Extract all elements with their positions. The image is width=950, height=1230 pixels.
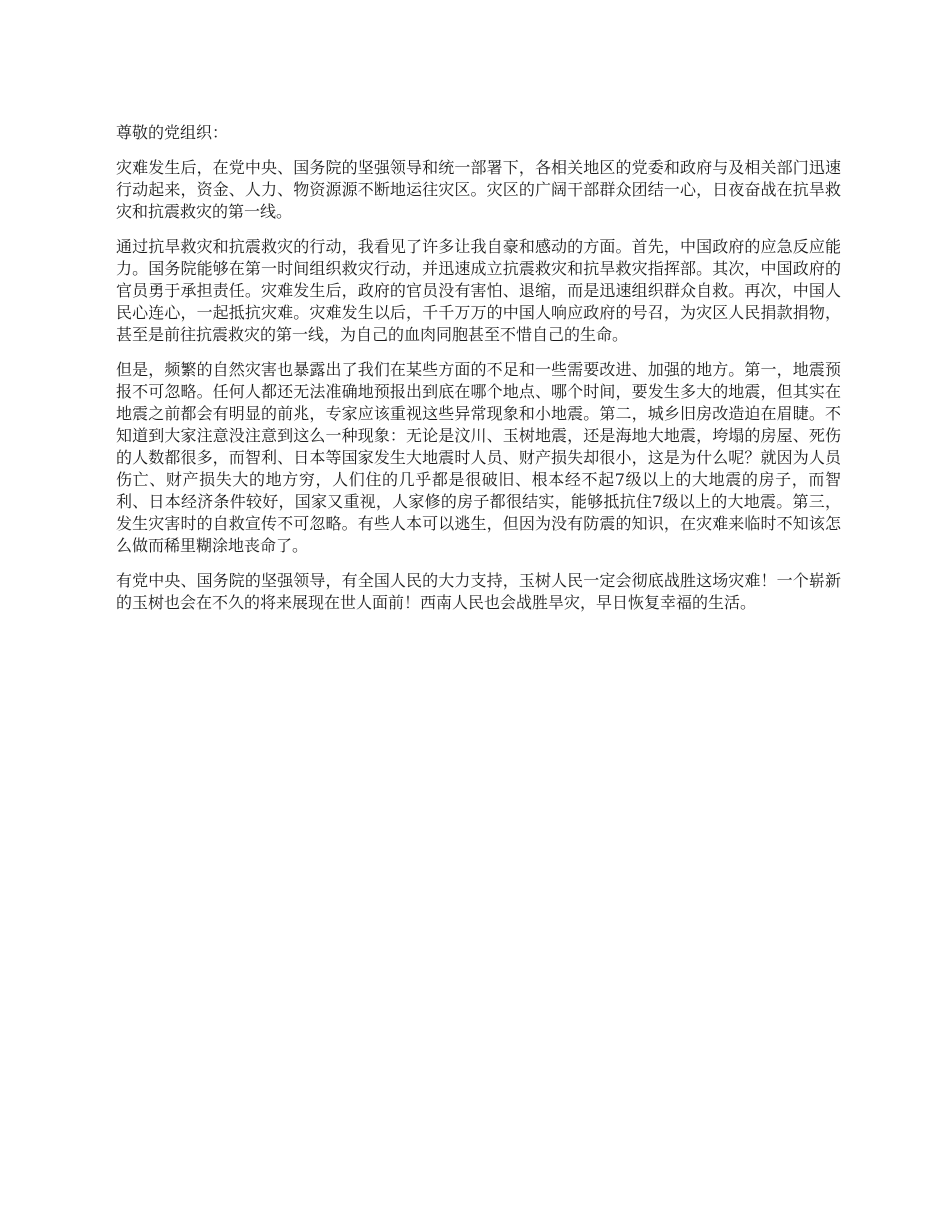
salutation: 尊敬的党组织： (116, 123, 229, 142)
document-page (116, 122, 841, 627)
paragraph-conclusion: 有党中央、国务院的坚强领导，有全国人民的大力支持，玉树人民一定会彻底战胜这场灾难！一个崭新的玉树也会在不久的将来展现在世人面前！西南人民也会战胜旱灾，早日恢复幸福的生活。 (116, 571, 841, 612)
paragraph-shortcomings: 但是，频繁的自然灾害也暴露出了我们在某些方面的不足和一些需要改进、加强的地方。第一，地震预报不可忽略。任何人都还无法准确地预报出到底在哪个地点、哪个时间，要发生多大的地震，但其实在地震之前都会有明显的前兆，专家应该重视这些异常现象和小地震。第二，城乡旧房改造迫在眉睫。不知道到大家注意没注意到这么一种现象：无论是汶川、玉树地震，还是海地大地震，垮塌的房屋、死伤的人数都很多，而智利、日本等国家发生大地震时人员、财产损失却很小，这是为什么呢？就因为人员伤亡、财产损失大的地方穷，人们住的几乎都是很破旧、根本经不起7级以上的大地震的房子，而智利、日本经济条件较好，国家又重视，人家修的房子都很结实，能够抵抗住7级以上的大地震。第三，发生灾害时的自救宣传不可忽略。有些人本可以逃生，但因为没有防震的知识，在灾难来临时不知该怎么做而稀里糊涂地丧命了。 (116, 360, 841, 555)
paragraph-disaster-response: 灾难发生后，在党中央、国务院的坚强领导和统一部署下，各相关地区的党委和政府与及相关部门迅速行动起来，资金、人力、物资源源不断地运往灾区。灾区的广阔干部群众团结一心，日夜奋战在抗旱救灾和抗震救灾的第一线。 (116, 158, 841, 221)
paragraph-pride-and-moved: 通过抗旱救灾和抗震救灾的行动，我看见了许多让我自豪和感动的方面。首先，中国政府的应急反应能力。国务院能够在第一时间组织救灾行动，并迅速成立抗震救灾和抗旱救灾指挥部。其次，中国政府的官员勇于承担责任。灾难发生后，政府的官员没有害怕、退缩，而是迅速组织群众自救。再次，中国人民心连心，一起抵抗灾难。灾难发生以后，千千万万的中国人响应政府的号召，为灾区人民捐款捐物，甚至是前往抗震救灾的第一线，为自己的血肉同胞甚至不惜自己的生命。 (116, 237, 841, 344)
